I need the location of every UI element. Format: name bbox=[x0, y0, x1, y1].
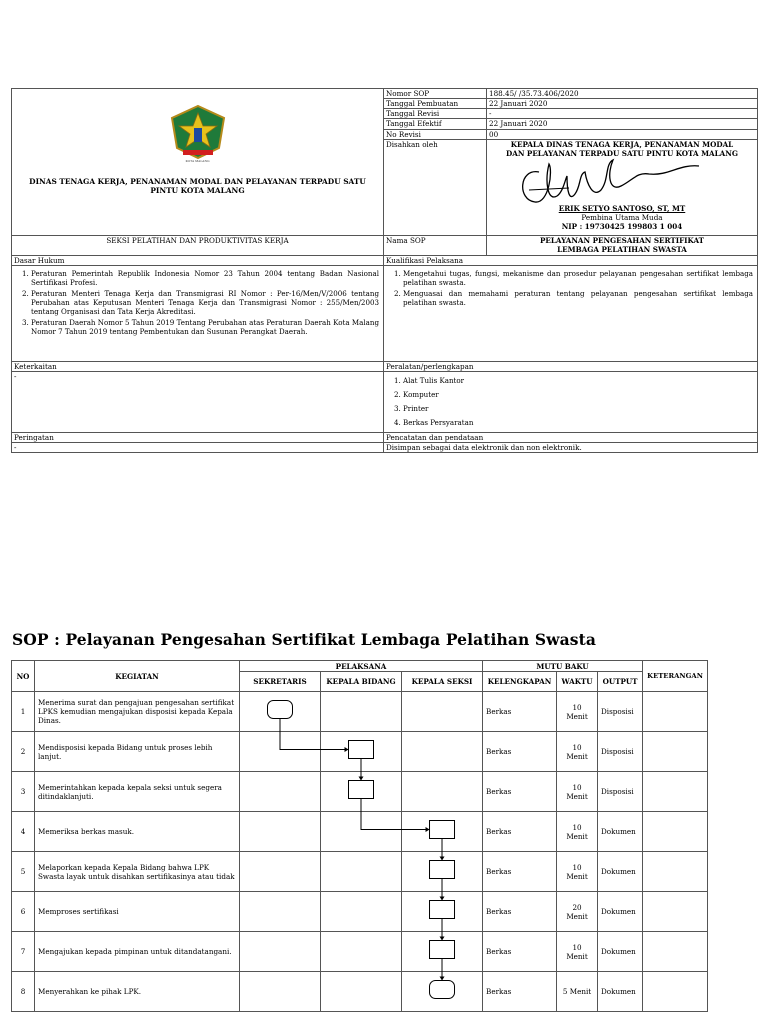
row-kepala-bidang bbox=[321, 972, 402, 1012]
col-header-keterangan: KETERANGAN bbox=[643, 661, 708, 692]
row-waktu-unit: Menit bbox=[566, 711, 588, 721]
row-waktu bbox=[557, 732, 598, 772]
row-waktu-value: 20 bbox=[572, 902, 582, 912]
meta-value: 22 Januari 2020 bbox=[487, 119, 758, 130]
kualifikasi-item: 2. Menguasai dan memahami peraturan tentang pelayanan pengesahan sertifikat lembaga pelatihan swasta. bbox=[403, 289, 755, 307]
row-kegiatan: Memproses sertifikasi bbox=[35, 892, 240, 932]
row-sekretaris bbox=[240, 692, 321, 732]
meta-label: No Revisi bbox=[384, 130, 487, 140]
row-no: 5 bbox=[12, 852, 35, 892]
col-header-kegiatan: KEGIATAN bbox=[35, 661, 240, 692]
row-waktu bbox=[557, 972, 598, 1012]
row-sekretaris bbox=[240, 732, 321, 772]
row-keterangan bbox=[643, 732, 708, 772]
row-sekretaris bbox=[240, 772, 321, 812]
row-no: 4 bbox=[12, 812, 35, 852]
row-waktu-unit: Menit bbox=[566, 911, 588, 921]
kota-malang-logo bbox=[169, 104, 227, 160]
row-waktu bbox=[557, 932, 598, 972]
table-row bbox=[12, 852, 708, 892]
col-header-mutu-baku: MUTU BAKU bbox=[483, 661, 643, 672]
row-waktu-value: 10 bbox=[572, 942, 582, 952]
table-row bbox=[12, 932, 708, 972]
table-row bbox=[12, 732, 708, 772]
pencatatan-value: Disimpan sebagai data elektronik dan non elektronik. bbox=[384, 443, 758, 453]
row-kegiatan: Memerintahkan kepada kepala seksi untuk segera ditindaklanjuti. bbox=[35, 772, 240, 812]
table-row bbox=[12, 772, 708, 812]
row-waktu-value: 10 bbox=[572, 702, 582, 712]
row-kegiatan: Mengajukan kepada pimpinan untuk ditandatangani. bbox=[35, 932, 240, 972]
row-kelengkapan: Berkas bbox=[483, 772, 557, 812]
row-waktu bbox=[557, 812, 598, 852]
signature-image bbox=[509, 150, 709, 210]
row-kepala-seksi bbox=[402, 932, 483, 972]
org-cell bbox=[12, 89, 384, 236]
row-output: Dokumen bbox=[598, 932, 643, 972]
signer-name: ERIK SETYO SANTOSO, ST, MT bbox=[558, 204, 686, 213]
row-waktu-unit: Menit bbox=[566, 751, 588, 761]
meta-value: - bbox=[487, 109, 758, 119]
disahkan-title: KEPALA DINAS TENAGA KERJA, PENANAMAN MODAL DAN PELAYANAN TERPADU SATU PINTU KOTA MALANG bbox=[506, 140, 738, 158]
row-waktu-unit: Menit bbox=[566, 871, 588, 881]
signature-cell bbox=[487, 140, 758, 236]
col-header-output: OUTPUT bbox=[598, 672, 643, 692]
row-kelengkapan: Berkas bbox=[483, 972, 557, 1012]
row-kepala-bidang bbox=[321, 892, 402, 932]
row-sekretaris bbox=[240, 932, 321, 972]
row-kepala-bidang bbox=[321, 732, 402, 772]
keterkaitan-label: Keterkaitan bbox=[12, 362, 384, 372]
row-keterangan bbox=[643, 692, 708, 732]
meta-value: 188.45/ /35.73.406/2020 bbox=[487, 89, 758, 99]
seksi-name: SEKSI PELATIHAN DAN PRODUKTIVITAS KERJA bbox=[12, 236, 384, 256]
row-kelengkapan: Berkas bbox=[483, 812, 557, 852]
sop-title: SOP : Pelayanan Pengesahan Sertifikat Lembaga Pelatihan Swasta bbox=[12, 630, 596, 649]
kualifikasi-label: Kualifikasi Pelaksana bbox=[384, 256, 758, 266]
table-row bbox=[12, 812, 708, 852]
row-waktu-unit: Menit bbox=[566, 831, 588, 841]
row-output: Dokumen bbox=[598, 852, 643, 892]
col-header-pelaksana: PELAKSANA bbox=[240, 661, 483, 672]
peralatan-list bbox=[384, 372, 758, 433]
row-kelengkapan: Berkas bbox=[483, 732, 557, 772]
row-kegiatan: Melaporkan kepada Kepala Bidang bahwa LPK Swasta layak untuk disahkan sertifikasinya atau tidak bbox=[35, 852, 240, 892]
row-kepala-seksi bbox=[402, 852, 483, 892]
row-kepala-bidang bbox=[321, 772, 402, 812]
peralatan-label: Peralatan/perlengkapan bbox=[384, 362, 758, 372]
dasar-hukum-item: 1. Peraturan Pemerintah Republik Indonesia Nomor 23 Tahun 2004 tentang Badan Nasional Sertifikasi Profesi. bbox=[31, 269, 381, 287]
row-output: Disposisi bbox=[598, 692, 643, 732]
row-waktu bbox=[557, 852, 598, 892]
dasar-hukum-list bbox=[12, 266, 384, 362]
row-waktu bbox=[557, 892, 598, 932]
table-row bbox=[12, 972, 708, 1012]
disahkan-label: Disahkan oleh bbox=[384, 140, 487, 236]
row-kepala-bidang bbox=[321, 852, 402, 892]
row-kelengkapan: Berkas bbox=[483, 892, 557, 932]
row-waktu-value: 5 Menit bbox=[562, 987, 592, 996]
row-no: 3 bbox=[12, 772, 35, 812]
keterkaitan-value: - bbox=[12, 372, 384, 433]
row-output: Dokumen bbox=[598, 812, 643, 852]
sop-header-table bbox=[11, 88, 758, 453]
row-waktu-unit: Menit bbox=[566, 951, 588, 961]
row-kepala-seksi bbox=[402, 772, 483, 812]
row-kelengkapan: Berkas bbox=[483, 852, 557, 892]
nama-sop-label: Nama SOP bbox=[384, 236, 487, 256]
peringatan-label: Peringatan bbox=[12, 433, 384, 443]
row-output: Dokumen bbox=[598, 972, 643, 1012]
col-header-kepala-seksi: KEPALA SEKSI bbox=[402, 672, 483, 692]
row-kepala-seksi bbox=[402, 812, 483, 852]
peralatan-item: 4. Berkas Persyaratan bbox=[403, 418, 755, 427]
row-kegiatan: Menerima surat dan pengajuan pengesahan sertifikat LPKS kemudian mengajukan disposisi kepada Kepala Dinas. bbox=[35, 692, 240, 732]
row-kegiatan: Menyerahkan ke pihak LPK. bbox=[35, 972, 240, 1012]
row-waktu-value: 10 bbox=[572, 782, 582, 792]
table-row bbox=[12, 692, 708, 732]
row-keterangan bbox=[643, 892, 708, 932]
row-output: Dokumen bbox=[598, 892, 643, 932]
kualifikasi-item: 1. Mengetahui tugas, fungsi, mekanisme dan prosedur pelayanan pengesahan sertifikat lembaga pelatihan swasta. bbox=[403, 269, 755, 287]
row-kepala-seksi bbox=[402, 692, 483, 732]
col-header-kelengkapan: KELENGKAPAN bbox=[483, 672, 557, 692]
signer-nip: NIP : 19730425 199803 1 004 bbox=[561, 222, 683, 231]
row-waktu-value: 10 bbox=[572, 862, 582, 872]
meta-label: Tanggal Pembuatan bbox=[384, 99, 487, 109]
row-output: Disposisi bbox=[598, 772, 643, 812]
org-name: DINAS TENAGA KERJA, PENANAMAN MODAL DAN PELAYANAN TERPADU SATU PINTU KOTA MALANG bbox=[29, 176, 366, 195]
row-sekretaris bbox=[240, 892, 321, 932]
row-no: 8 bbox=[12, 972, 35, 1012]
row-kepala-seksi bbox=[402, 972, 483, 1012]
row-sekretaris bbox=[240, 972, 321, 1012]
signer-rank: Pembina Utama Muda bbox=[581, 213, 663, 222]
row-no: 1 bbox=[12, 692, 35, 732]
col-header-sekretaris: SEKRETARIS bbox=[240, 672, 321, 692]
col-header-no: NO bbox=[12, 661, 35, 692]
row-kepala-bidang bbox=[321, 692, 402, 732]
dasar-hukum-item: 2. Peraturan Menteri Tenaga Kerja dan Transmigrasi RI Nomor : Per-16/Men/V/2006 tentang Perubahan atas Keputusan Menteri Tenaga Kerja dan Transmigrasi Nomor : 255/Men/2003 tentang Organisasi dan Tata Kerja Akreditasi. bbox=[31, 289, 381, 316]
row-kepala-seksi bbox=[402, 732, 483, 772]
col-header-kepala-bidang: KEPALA BIDANG bbox=[321, 672, 402, 692]
row-no: 7 bbox=[12, 932, 35, 972]
row-output: Disposisi bbox=[598, 732, 643, 772]
row-waktu bbox=[557, 692, 598, 732]
pencatatan-label: Pencatatan dan pendataan bbox=[384, 433, 758, 443]
logo-caption: KOTA MALANG bbox=[185, 158, 210, 163]
row-kelengkapan: Berkas bbox=[483, 692, 557, 732]
sop-flow-table bbox=[11, 660, 708, 1012]
row-kepala-seksi bbox=[402, 892, 483, 932]
row-keterangan bbox=[643, 812, 708, 852]
row-keterangan bbox=[643, 972, 708, 1012]
dasar-hukum-item: 3. Peraturan Daerah Nomor 5 Tahun 2019 Tentang Perubahan atas Peraturan Daerah Kota Malang Nomor 7 Tahun 2019 tentang Pembentukan dan Susunan Perangkat Daerah. bbox=[31, 318, 381, 336]
meta-label: Tanggal Revisi bbox=[384, 109, 487, 119]
row-waktu bbox=[557, 772, 598, 812]
meta-label: Tanggal Efektif bbox=[384, 119, 487, 130]
meta-value: 00 bbox=[487, 130, 758, 140]
col-header-waktu: WAKTU bbox=[557, 672, 598, 692]
row-waktu-value: 10 bbox=[572, 822, 582, 832]
row-keterangan bbox=[643, 852, 708, 892]
peralatan-item: 3. Printer bbox=[403, 404, 755, 413]
row-kepala-bidang bbox=[321, 812, 402, 852]
row-no: 2 bbox=[12, 732, 35, 772]
row-no: 6 bbox=[12, 892, 35, 932]
row-sekretaris bbox=[240, 812, 321, 852]
table-row bbox=[12, 892, 708, 932]
row-waktu-unit: Menit bbox=[566, 791, 588, 801]
row-keterangan bbox=[643, 772, 708, 812]
kualifikasi-list bbox=[384, 266, 758, 362]
row-kegiatan: Mendisposisi kepada Bidang untuk proses lebih lanjut. bbox=[35, 732, 240, 772]
meta-label: Nomor SOP bbox=[384, 89, 487, 99]
nama-sop-value: PELAYANAN PENGESAHAN SERTIFIKAT LEMBAGA PELATIHAN SWASTA bbox=[487, 236, 758, 256]
row-kegiatan: Memeriksa berkas masuk. bbox=[35, 812, 240, 852]
row-kelengkapan: Berkas bbox=[483, 932, 557, 972]
peralatan-item: 2. Komputer bbox=[403, 390, 755, 399]
row-waktu-value: 10 bbox=[572, 742, 582, 752]
row-kepala-bidang bbox=[321, 932, 402, 972]
dasar-hukum-label: Dasar Hukum bbox=[12, 256, 384, 266]
peralatan-item: 1. Alat Tulis Kantor bbox=[403, 376, 755, 385]
peringatan-value: - bbox=[12, 443, 384, 453]
row-sekretaris bbox=[240, 852, 321, 892]
row-keterangan bbox=[643, 932, 708, 972]
meta-value: 22 Januari 2020 bbox=[487, 99, 758, 109]
